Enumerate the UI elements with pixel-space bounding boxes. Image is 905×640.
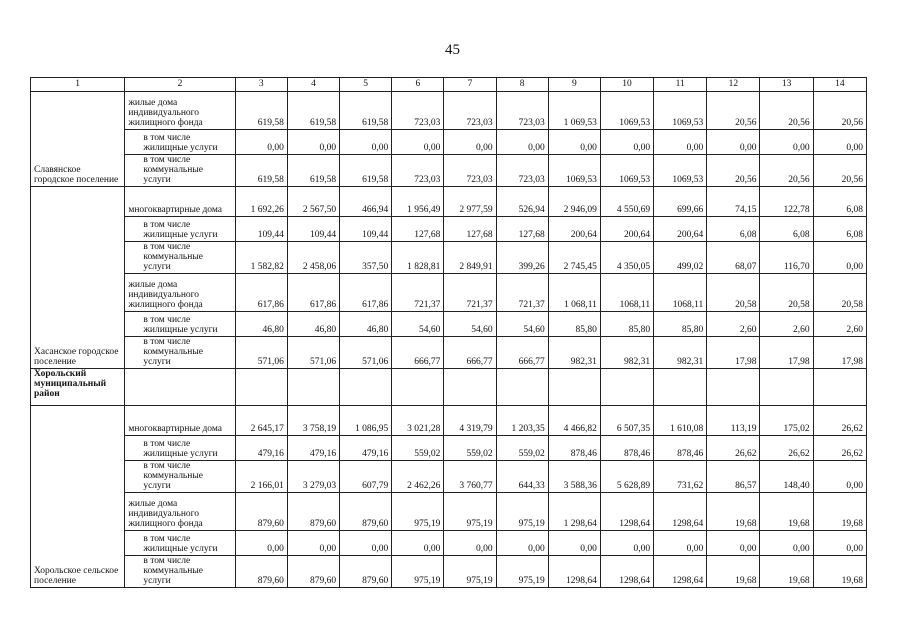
table-row <box>31 406 867 436</box>
value-cell: 619,58 <box>340 92 392 130</box>
value-cell: 0,00 <box>548 531 600 556</box>
value-cell: 1069,53 <box>600 155 653 187</box>
value-cell: 975,19 <box>496 556 548 588</box>
value-cell: 619,58 <box>287 155 339 187</box>
value-cell: 85,80 <box>600 312 653 337</box>
district-name: Хорольский муниципальный район <box>31 369 125 406</box>
value-cell: 0,00 <box>444 130 496 155</box>
value-cell: 26,62 <box>813 436 866 461</box>
value-cell: 559,02 <box>392 436 444 461</box>
district-row <box>31 369 867 406</box>
value-cell: 109,44 <box>287 217 339 242</box>
value-cell: 0,00 <box>548 130 600 155</box>
value-cell: 479,16 <box>340 436 392 461</box>
value-cell: 148,40 <box>760 461 813 493</box>
column-number-row <box>31 78 867 92</box>
empty-cell <box>287 369 339 406</box>
value-cell: 4 319,79 <box>444 406 496 436</box>
value-cell: 17,98 <box>707 337 760 369</box>
value-cell: 879,60 <box>287 556 339 588</box>
value-cell: 1 956,49 <box>392 187 444 217</box>
value-cell: 644,33 <box>496 461 548 493</box>
value-cell: 619,58 <box>235 92 287 130</box>
value-cell: 721,37 <box>392 274 444 312</box>
value-cell: 0,00 <box>392 130 444 155</box>
empty-cell <box>340 369 392 406</box>
value-cell: 879,60 <box>287 493 339 531</box>
empty-cell <box>760 369 813 406</box>
column-number-6: 6 <box>392 78 444 92</box>
value-cell: 0,00 <box>235 130 287 155</box>
value-cell: 1 203,35 <box>496 406 548 436</box>
value-cell: 0,00 <box>340 531 392 556</box>
value-cell: 1 582,82 <box>235 242 287 274</box>
value-cell: 85,80 <box>654 312 707 337</box>
value-cell: 20,56 <box>760 92 813 130</box>
value-cell: 200,64 <box>600 217 653 242</box>
value-cell: 1298,64 <box>654 556 707 588</box>
value-cell: 879,60 <box>340 556 392 588</box>
value-cell: 723,03 <box>444 155 496 187</box>
value-cell: 1068,11 <box>654 274 707 312</box>
value-cell: 1 069,53 <box>548 92 600 130</box>
value-cell: 619,58 <box>235 155 287 187</box>
column-number-12: 12 <box>707 78 760 92</box>
category-label: в том числе жилищные услуги <box>125 436 235 461</box>
value-cell: 0,00 <box>600 130 653 155</box>
value-cell: 526,94 <box>496 187 548 217</box>
value-cell: 617,86 <box>235 274 287 312</box>
value-cell: 617,86 <box>340 274 392 312</box>
table-row <box>31 274 867 312</box>
value-cell: 571,06 <box>340 337 392 369</box>
table-row <box>31 556 867 588</box>
value-cell: 0,00 <box>707 130 760 155</box>
value-cell: 6 507,35 <box>600 406 653 436</box>
value-cell: 2 458,06 <box>287 242 339 274</box>
value-cell: 1298,64 <box>654 493 707 531</box>
value-cell: 20,56 <box>813 92 866 130</box>
value-cell: 357,50 <box>340 242 392 274</box>
table-row <box>31 312 867 337</box>
value-cell: 666,77 <box>392 337 444 369</box>
value-cell: 479,16 <box>235 436 287 461</box>
value-cell: 1069,53 <box>654 155 707 187</box>
value-cell: 20,58 <box>760 274 813 312</box>
value-cell: 54,60 <box>392 312 444 337</box>
value-cell: 0,00 <box>287 130 339 155</box>
value-cell: 721,37 <box>496 274 548 312</box>
value-cell: 0,00 <box>496 130 548 155</box>
value-cell: 666,77 <box>444 337 496 369</box>
value-cell: 74,15 <box>707 187 760 217</box>
value-cell: 2 645,17 <box>235 406 287 436</box>
value-cell: 122,78 <box>760 187 813 217</box>
value-cell: 975,19 <box>392 556 444 588</box>
value-cell: 20,56 <box>760 155 813 187</box>
value-cell: 54,60 <box>444 312 496 337</box>
category-label: многоквартирные дома <box>125 187 235 217</box>
table-row <box>31 187 867 217</box>
value-cell: 878,46 <box>600 436 653 461</box>
table-row <box>31 461 867 493</box>
value-cell: 1 610,08 <box>654 406 707 436</box>
table-row <box>31 531 867 556</box>
table-row <box>31 130 867 155</box>
value-cell: 20,58 <box>707 274 760 312</box>
value-cell: 1 086,95 <box>340 406 392 436</box>
value-cell: 0,00 <box>600 531 653 556</box>
value-cell: 19,68 <box>707 493 760 531</box>
value-cell: 3 758,19 <box>287 406 339 436</box>
value-cell: 559,02 <box>444 436 496 461</box>
value-cell: 109,44 <box>235 217 287 242</box>
table-row <box>31 242 867 274</box>
empty-cell <box>548 369 600 406</box>
empty-cell <box>600 369 653 406</box>
value-cell: 0,00 <box>813 242 866 274</box>
value-cell: 86,57 <box>707 461 760 493</box>
value-cell: 2 849,91 <box>444 242 496 274</box>
value-cell: 26,62 <box>707 436 760 461</box>
value-cell: 116,70 <box>760 242 813 274</box>
value-cell: 571,06 <box>235 337 287 369</box>
value-cell: 2 462,26 <box>392 461 444 493</box>
value-cell: 1 298,64 <box>548 493 600 531</box>
settlement-name: Хорольское сельское поселение <box>31 406 125 588</box>
value-cell: 1298,64 <box>548 556 600 588</box>
value-cell: 5 628,89 <box>600 461 653 493</box>
table-row <box>31 92 867 130</box>
value-cell: 0,00 <box>707 531 760 556</box>
settlement-name: Славянское городское поселение <box>31 92 125 187</box>
value-cell: 4 550,69 <box>600 187 653 217</box>
value-cell: 1 828,81 <box>392 242 444 274</box>
value-cell: 2,60 <box>813 312 866 337</box>
column-number-1: 1 <box>31 78 125 92</box>
category-label: жилые дома индивидуального жилищного фонда <box>125 493 235 531</box>
column-number-7: 7 <box>444 78 496 92</box>
value-cell: 1069,53 <box>654 92 707 130</box>
category-label: жилые дома индивидуального жилищного фонда <box>125 274 235 312</box>
value-cell: 559,02 <box>496 436 548 461</box>
empty-cell <box>707 369 760 406</box>
value-cell: 20,56 <box>707 155 760 187</box>
value-cell: 0,00 <box>235 531 287 556</box>
value-cell: 26,62 <box>813 406 866 436</box>
tariff-table <box>30 77 867 588</box>
value-cell: 399,26 <box>496 242 548 274</box>
value-cell: 127,68 <box>496 217 548 242</box>
page-number: 45 <box>445 42 460 58</box>
value-cell: 499,02 <box>654 242 707 274</box>
value-cell: 0,00 <box>813 130 866 155</box>
value-cell: 68,07 <box>707 242 760 274</box>
table-row <box>31 436 867 461</box>
column-number-4: 4 <box>287 78 339 92</box>
value-cell: 723,03 <box>444 92 496 130</box>
empty-cell <box>813 369 866 406</box>
value-cell: 0,00 <box>813 461 866 493</box>
value-cell: 1298,64 <box>600 493 653 531</box>
value-cell: 666,77 <box>496 337 548 369</box>
settlement-name: Хасанское городское поселение <box>31 187 125 369</box>
column-number-3: 3 <box>235 78 287 92</box>
value-cell: 0,00 <box>392 531 444 556</box>
value-cell: 0,00 <box>654 130 707 155</box>
value-cell: 982,31 <box>600 337 653 369</box>
value-cell: 975,19 <box>444 493 496 531</box>
value-cell: 6,08 <box>760 217 813 242</box>
value-cell: 26,62 <box>760 436 813 461</box>
value-cell: 17,98 <box>760 337 813 369</box>
value-cell: 731,62 <box>654 461 707 493</box>
value-cell: 2 977,59 <box>444 187 496 217</box>
value-cell: 3 760,77 <box>444 461 496 493</box>
value-cell: 54,60 <box>496 312 548 337</box>
category-label: жилые дома индивидуального жилищного фонда <box>125 92 235 130</box>
category-label: в том числе коммунальные услуги <box>125 461 235 493</box>
value-cell: 19,68 <box>707 556 760 588</box>
value-cell: 619,58 <box>287 92 339 130</box>
value-cell: 2,60 <box>707 312 760 337</box>
category-label: в том числе жилищные услуги <box>125 217 235 242</box>
value-cell: 879,60 <box>235 556 287 588</box>
value-cell: 571,06 <box>287 337 339 369</box>
category-label: в том числе жилищные услуги <box>125 130 235 155</box>
value-cell: 0,00 <box>760 531 813 556</box>
value-cell: 19,68 <box>760 493 813 531</box>
value-cell: 127,68 <box>444 217 496 242</box>
category-label: в том числе коммунальные услуги <box>125 242 235 274</box>
value-cell: 1298,64 <box>600 556 653 588</box>
value-cell: 982,31 <box>548 337 600 369</box>
column-number-14: 14 <box>813 78 866 92</box>
value-cell: 3 279,03 <box>287 461 339 493</box>
value-cell: 0,00 <box>444 531 496 556</box>
value-cell: 878,46 <box>654 436 707 461</box>
value-cell: 607,79 <box>340 461 392 493</box>
value-cell: 3 021,28 <box>392 406 444 436</box>
value-cell: 723,03 <box>496 155 548 187</box>
value-cell: 0,00 <box>287 531 339 556</box>
value-cell: 85,80 <box>548 312 600 337</box>
value-cell: 1069,53 <box>600 92 653 130</box>
value-cell: 46,80 <box>340 312 392 337</box>
value-cell: 619,58 <box>340 155 392 187</box>
value-cell: 982,31 <box>654 337 707 369</box>
table-row <box>31 337 867 369</box>
column-number-5: 5 <box>340 78 392 92</box>
value-cell: 6,08 <box>813 187 866 217</box>
empty-cell <box>496 369 548 406</box>
value-cell: 0,00 <box>340 130 392 155</box>
column-number-13: 13 <box>760 78 813 92</box>
value-cell: 2 946,09 <box>548 187 600 217</box>
category-label: в том числе коммунальные услуги <box>125 337 235 369</box>
value-cell: 4 350,05 <box>600 242 653 274</box>
table-row <box>31 217 867 242</box>
value-cell: 0,00 <box>760 130 813 155</box>
value-cell: 6,08 <box>813 217 866 242</box>
value-cell: 19,68 <box>813 493 866 531</box>
category-label: многоквартирные дома <box>125 406 235 436</box>
empty-cell <box>392 369 444 406</box>
column-number-10: 10 <box>600 78 653 92</box>
category-label: в том числе жилищные услуги <box>125 531 235 556</box>
value-cell: 46,80 <box>235 312 287 337</box>
value-cell: 1 068,11 <box>548 274 600 312</box>
value-cell: 17,98 <box>813 337 866 369</box>
value-cell: 2 567,50 <box>287 187 339 217</box>
value-cell: 723,03 <box>392 92 444 130</box>
category-label: в том числе коммунальные услуги <box>125 155 235 187</box>
value-cell: 699,66 <box>654 187 707 217</box>
value-cell: 2 166,01 <box>235 461 287 493</box>
column-number-9: 9 <box>548 78 600 92</box>
value-cell: 175,02 <box>760 406 813 436</box>
value-cell: 879,60 <box>235 493 287 531</box>
value-cell: 975,19 <box>444 556 496 588</box>
category-label: в том числе коммунальные услуги <box>125 556 235 588</box>
value-cell: 127,68 <box>392 217 444 242</box>
column-number-11: 11 <box>654 78 707 92</box>
empty-cell <box>125 369 235 406</box>
value-cell: 19,68 <box>760 556 813 588</box>
value-cell: 113,19 <box>707 406 760 436</box>
value-cell: 0,00 <box>813 531 866 556</box>
value-cell: 879,60 <box>340 493 392 531</box>
value-cell: 19,68 <box>813 556 866 588</box>
empty-cell <box>235 369 287 406</box>
column-number-8: 8 <box>496 78 548 92</box>
value-cell: 3 588,36 <box>548 461 600 493</box>
value-cell: 6,08 <box>707 217 760 242</box>
value-cell: 200,64 <box>654 217 707 242</box>
value-cell: 109,44 <box>340 217 392 242</box>
empty-cell <box>654 369 707 406</box>
value-cell: 721,37 <box>444 274 496 312</box>
value-cell: 2 745,45 <box>548 242 600 274</box>
value-cell: 723,03 <box>392 155 444 187</box>
value-cell: 0,00 <box>496 531 548 556</box>
table-body <box>31 78 867 588</box>
value-cell: 20,56 <box>707 92 760 130</box>
empty-cell <box>444 369 496 406</box>
value-cell: 617,86 <box>287 274 339 312</box>
column-number-2: 2 <box>125 78 235 92</box>
value-cell: 20,58 <box>813 274 866 312</box>
value-cell: 46,80 <box>287 312 339 337</box>
value-cell: 1069,53 <box>548 155 600 187</box>
value-cell: 975,19 <box>392 493 444 531</box>
table-row <box>31 493 867 531</box>
table-row <box>31 155 867 187</box>
value-cell: 878,46 <box>548 436 600 461</box>
category-label: в том числе жилищные услуги <box>125 312 235 337</box>
value-cell: 20,56 <box>813 155 866 187</box>
value-cell: 479,16 <box>287 436 339 461</box>
value-cell: 1068,11 <box>600 274 653 312</box>
value-cell: 466,94 <box>340 187 392 217</box>
value-cell: 723,03 <box>496 92 548 130</box>
value-cell: 0,00 <box>654 531 707 556</box>
value-cell: 200,64 <box>548 217 600 242</box>
value-cell: 1 692,26 <box>235 187 287 217</box>
value-cell: 2,60 <box>760 312 813 337</box>
value-cell: 4 466,82 <box>548 406 600 436</box>
value-cell: 975,19 <box>496 493 548 531</box>
